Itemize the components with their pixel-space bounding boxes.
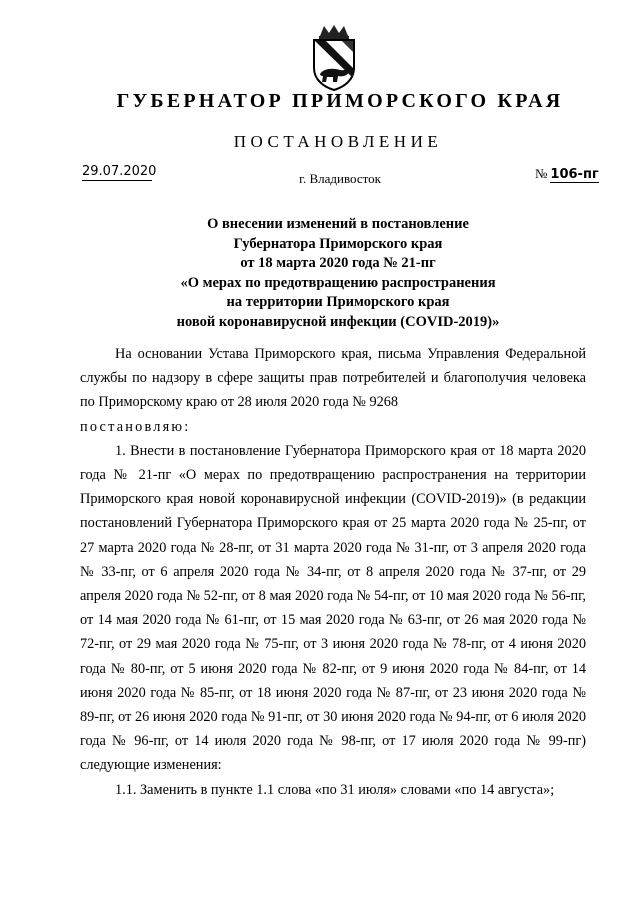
heading-line: от 18 марта 2020 года № 21-пг	[240, 255, 436, 271]
number-sign: №	[535, 166, 548, 181]
decree-number: 106-пг	[550, 167, 599, 182]
decree-heading	[0, 215, 640, 332]
heading-line: Губернатора Приморского края	[233, 235, 443, 252]
heading-line: «О мерах по предотвращению распространения	[180, 274, 496, 291]
decree-date: 29.07.2020	[82, 164, 157, 179]
authority-title: ГУБЕРНАТОР ПРИМОРСКОГО КРАЯ	[116, 90, 564, 112]
decree-word-inline: постановляю:	[80, 418, 191, 435]
coat-of-arms-icon	[304, 24, 364, 92]
decree-number-field	[535, 166, 599, 183]
document-type: ПОСТАНОВЛЕНИЕ	[233, 132, 443, 151]
preamble-paragraph: На основании Устава Приморского края, письма Управления Федеральной службы по надзору в сфере защиты прав потребителей и благополучия человека по Приморскому краю от 28 июля 2020 года № 9268	[80, 346, 586, 411]
heading-line: на территории Приморского края	[226, 294, 450, 310]
item-1-paragraph: 1. Внести в постановление Губернатора Приморского края от 18 марта 2020 года № 21-пг «О мерах по предотвращению распространения на территории Приморского края новой коронавирусной инфекции (COVID-2019)» (в редакции постановлений Губернатора Приморского края от 25 марта 2020 года № 25-пг, от 27 марта 2020 года № 28-пг, от 31 марта 2020 года № 31-пг, от 3 апреля 2020 года № 33-пг, от 6 апреля 2020 года № 34-пг, от 8 апреля 2020 года № 37-пг, от 29 апреля 2020 года № 52-пг, от 8 мая 2020 года № 54-пг, от 10 мая 2020 года № 56-пг, от 14 мая 2020 года № 61-пг, от 15 мая 2020 года № 63-пг, от 26 мая 2020 года № 72-пг, от 29 мая 2020 года № 75-пг, от 3 июня 2020 года № 78-пг, от 4 июня 2020 года № 80-пг, от 5 июня 2020 года № 82-пг, от 9 июня 2020 года № 84-пг, от 14 июня 2020 года № 85-пг, от 18 июня 2020 года № 87-пг, от 23 июня 2020 года № 89-пг, от 26 июня 2020 года № 91-пг, от 30 июня 2020 года № 94-пг, от 6 июля 2020 года № 96-пг, от 14 июля 2020 года № 98-пг, от 17 июля 2020 года № 99-пг) следующие изменения:	[80, 442, 586, 774]
heading-line: О внесении изменений в постановление	[207, 216, 469, 232]
decree-city: г. Владивосток	[299, 171, 381, 186]
item-1-1-paragraph: 1.1. Заменить в пункте 1.1 слова «по 31 июля» словами «по 14 августа»;	[115, 781, 555, 798]
decree-body	[80, 342, 586, 802]
heading-line: новой коронавирусной инфекции (COVID-2019)»	[176, 313, 500, 330]
